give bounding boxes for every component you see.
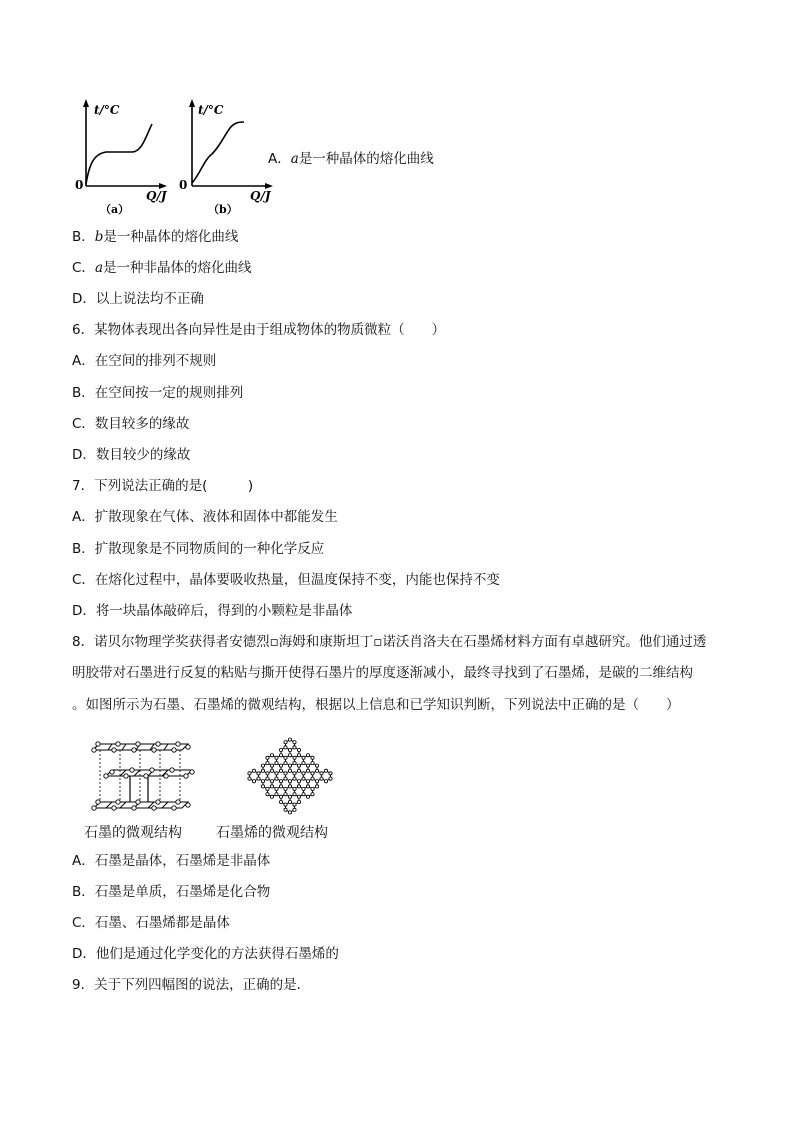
graph-a-y-arrow	[83, 99, 89, 107]
q8-option-d: D．他们是通过化学变化的方法获得石墨烯的	[72, 946, 339, 962]
graph-b-curve	[192, 122, 244, 183]
graphene-atom	[261, 764, 264, 767]
graphene-atom	[266, 756, 269, 759]
graphene-atom	[288, 795, 291, 798]
graphene-atom	[311, 756, 314, 759]
q5-option-b-var: b	[94, 229, 104, 245]
graphene-atom	[293, 803, 296, 806]
graphene-atom	[293, 746, 296, 749]
graphene-atom	[288, 785, 291, 788]
graphene-atom	[288, 748, 291, 751]
graphene-atom	[302, 761, 305, 764]
graphene-atom	[288, 769, 291, 772]
q6-stem: 6．某物体表现出各向异性是由于组成物体的物质微粒（ ）	[72, 322, 446, 338]
graphene-atom	[270, 795, 273, 798]
q5-option-b	[72, 228, 238, 246]
q7-option-b: B．扩散现象是不同物质间的一种化学反应	[72, 541, 325, 557]
graphene-atom	[288, 764, 291, 767]
graph-b-origin: 0	[179, 178, 188, 192]
q6-option-a: A．在空间的排列不规则	[72, 353, 217, 369]
graphene-atom	[284, 741, 287, 744]
graphene-atom	[315, 785, 318, 788]
graphene-atom	[288, 738, 291, 741]
graphene-atom	[293, 808, 296, 811]
graph-a-x-label: Q/J	[146, 189, 167, 203]
graphene-atom	[284, 772, 287, 775]
graphene-atom	[302, 756, 305, 759]
q5-option-b-prefix: B．	[72, 229, 95, 245]
graphene-atom	[306, 769, 309, 772]
q5-option-a-prefix: A．	[268, 151, 291, 167]
graphene-atom	[266, 777, 269, 780]
graphite-structure-figure	[90, 734, 198, 816]
graphene-atom	[279, 754, 282, 757]
q8-option-c: C．石墨、石墨烯都是晶体	[72, 915, 230, 931]
graphene-atom	[266, 787, 269, 790]
graph-a-caption: （a）	[100, 203, 130, 216]
graphene-atom	[270, 785, 273, 788]
graphene-atom	[284, 777, 287, 780]
graphene-atom	[279, 748, 282, 751]
graphene-atom	[284, 787, 287, 790]
graphene-atom	[288, 800, 291, 803]
graphite-caption: 石墨的微观结构	[84, 825, 182, 841]
graphene-atom	[261, 769, 264, 772]
graph-b-y-label: t/°C	[198, 103, 224, 117]
q7-option-c: C．在熔化过程中，晶体要吸收热量，但温度保持不变，内能也保持不变	[72, 572, 500, 588]
graph-b-caption: （b）	[208, 203, 238, 216]
graphene-atom	[293, 741, 296, 744]
graphene-atom	[252, 780, 255, 783]
graphene-atom	[302, 787, 305, 790]
graphene-atom	[324, 780, 327, 783]
q7-option-a: A．扩散现象在气体、液体和固体中都能发生	[72, 509, 338, 525]
graph-a-curve	[86, 124, 152, 184]
graphene-atom	[288, 811, 291, 814]
graphene-atom	[279, 800, 282, 803]
graphene-atom	[270, 780, 273, 783]
graphene-atom	[311, 787, 314, 790]
q5-option-c-text: 是一种非晶体的熔化曲线	[103, 260, 252, 276]
graphene-atom	[248, 772, 251, 775]
graphene-atom	[297, 800, 300, 803]
graphene-atom	[311, 793, 314, 796]
graphene-atom	[315, 764, 318, 767]
q8-option-b: B．石墨是单质，石墨烯是化合物	[72, 884, 271, 900]
graphene-atom	[279, 785, 282, 788]
graphene-atom	[252, 769, 255, 772]
graphene-atom	[248, 777, 251, 780]
graphene-atom	[279, 795, 282, 798]
graphene-atom	[302, 793, 305, 796]
graph-a	[70, 96, 170, 218]
graphene-atom	[306, 780, 309, 783]
graphene-atom	[293, 756, 296, 759]
graphene-atom	[257, 772, 260, 775]
graphene-atom	[293, 787, 296, 790]
graphene-atom	[306, 795, 309, 798]
graphene-atom	[297, 769, 300, 772]
graphene-atom	[284, 803, 287, 806]
graphene-atom	[288, 754, 291, 757]
graphene-caption: 石墨烯的微观结构	[216, 825, 328, 841]
q7-option-d: D．将一块晶体敲碎后，得到的小颗粒是非晶体	[72, 603, 353, 619]
graphene-atom	[297, 754, 300, 757]
graphene-atom	[266, 793, 269, 796]
q6-option-c: C．数目较多的缘故	[72, 416, 190, 432]
graphene-atom	[315, 780, 318, 783]
graph-a-y-label: t/°C	[94, 103, 120, 117]
graphene-atom	[320, 777, 323, 780]
q5-option-a-text: 是一种晶体的熔化曲线	[298, 151, 434, 167]
graphene-atom	[311, 761, 314, 764]
graphene-atom	[257, 777, 260, 780]
graphene-atom	[329, 772, 332, 775]
graphene-atom	[293, 793, 296, 796]
graphene-atom	[311, 777, 314, 780]
graphene-atom	[306, 754, 309, 757]
graphene-atom	[306, 785, 309, 788]
graphene-structure-figure	[238, 734, 342, 818]
q9-stem: 9．关于下列四幅图的说法，正确的是．	[72, 977, 311, 993]
graphene-atom	[311, 772, 314, 775]
graphene-atom	[266, 772, 269, 775]
graphene-atom	[266, 761, 269, 764]
graph-b-x-label: Q/J	[250, 189, 271, 203]
graphene-atom	[297, 795, 300, 798]
graphene-atom	[288, 780, 291, 783]
graph-b	[176, 96, 276, 218]
q5-option-b-text: 是一种晶体的熔化曲线	[103, 229, 239, 245]
graphene-atom	[297, 780, 300, 783]
graphene-atom	[297, 764, 300, 767]
graph-b-y-arrow	[189, 99, 195, 107]
q5-option-a	[268, 150, 434, 168]
graphene-atom	[275, 756, 278, 759]
q8-stem-line-1: 8．诺贝尔物理学奖获得者安德烈▫海姆和康斯坦丁▫诺沃肖洛夫在石墨烯材料方面有卓越研究。他们通过透	[72, 634, 707, 650]
graphene-atom	[279, 764, 282, 767]
graphene-atom	[270, 764, 273, 767]
graphene-atom	[297, 785, 300, 788]
graphene-atom	[279, 769, 282, 772]
graphene-atom	[324, 769, 327, 772]
graphene-atom	[275, 772, 278, 775]
q7-stem: 7．下列说法正确的是( )	[72, 478, 254, 494]
q8-stem-line-2: 明胶带对石墨进行反复的粘贴与撕开使得石墨片的厚度逐渐减小，最终寻找到了石墨烯，是碳的二维结构	[72, 665, 693, 681]
graphene-atom	[261, 785, 264, 788]
graphene-atom	[284, 808, 287, 811]
graphene-atom	[270, 754, 273, 757]
graphene-atom	[329, 777, 332, 780]
graphene-atom	[297, 748, 300, 751]
graphene-atom	[302, 772, 305, 775]
graphene-atom	[275, 761, 278, 764]
graphene-atom	[275, 793, 278, 796]
graphene-atom	[275, 787, 278, 790]
graphene-atom	[284, 746, 287, 749]
graphene-atom	[306, 764, 309, 767]
graphene-atom	[284, 756, 287, 759]
q5-option-c-prefix: C．	[72, 260, 95, 276]
graphene-atom	[270, 769, 273, 772]
graphene-atom	[284, 761, 287, 764]
q5-option-d: D．以上说法均不正确	[72, 291, 204, 307]
graphene-atom	[279, 780, 282, 783]
graphene-atom	[293, 761, 296, 764]
q5-option-c-var: a	[94, 260, 103, 276]
graphene-atom	[293, 777, 296, 780]
q6-option-d: D．数目较少的缘故	[72, 447, 191, 463]
graphene-atom	[275, 777, 278, 780]
q5-option-c	[72, 259, 252, 277]
q8-stem-line-3: 。如图所示为石墨、石墨烯的微观结构，根据以上信息和已学知识判断，下列说法中正确的是（ ）	[72, 697, 680, 713]
q5-option-a-var: a	[290, 151, 299, 167]
graphene-atom	[315, 769, 318, 772]
q8-option-a: A．石墨是晶体，石墨烯是非晶体	[72, 853, 271, 869]
graphene-atom	[293, 772, 296, 775]
graphene-atom	[261, 780, 264, 783]
graph-a-origin: 0	[75, 178, 84, 192]
q6-option-b: B．在空间按一定的规则排列	[72, 385, 244, 401]
graphene-atom	[320, 772, 323, 775]
graphene-atom	[284, 793, 287, 796]
graphene-atom	[302, 777, 305, 780]
